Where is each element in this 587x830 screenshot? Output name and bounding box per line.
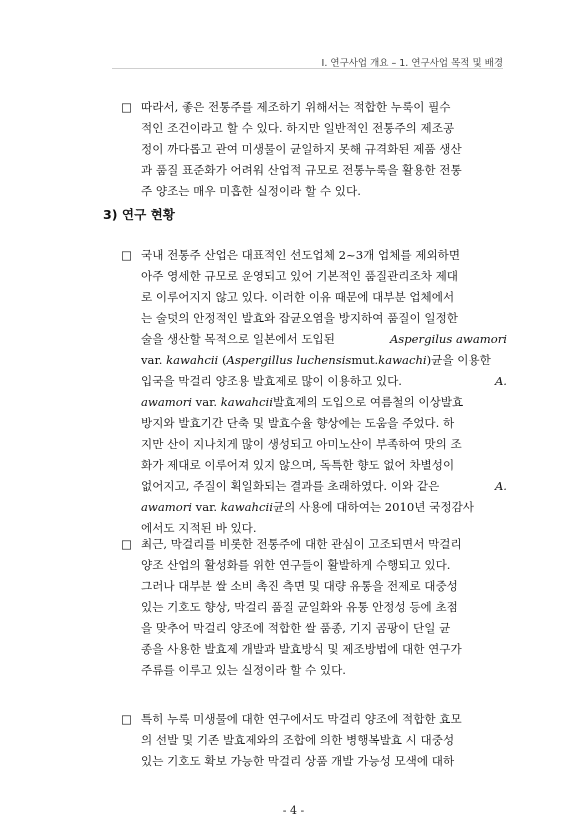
species-name: awamori [141, 395, 192, 409]
paragraph-line [121, 350, 507, 371]
line-text: var. [195, 500, 218, 514]
paragraph-line [121, 245, 507, 266]
line-text: 균의 사용에 대하여는 2010년 국정감사 [272, 500, 474, 514]
paragraph-line: 과 품질 표준화가 어려워 산업적 규모로 전통누룩을 활용한 전통 [141, 163, 462, 177]
species-name: Aspergilus awamori [389, 332, 507, 346]
line-text: 최근, 막걸리를 비롯한 전통주에 대한 관심이 고조되면서 막걸리 [141, 537, 462, 551]
paragraph-4 [121, 709, 507, 772]
paragraph-line: 을 맞추어 막걸리 양조에 적합한 쌀 품종, 기지 곰팡이 단일 균 [141, 621, 451, 635]
header-rule [112, 68, 503, 69]
line-text: 없어지고, 주질이 획일화되는 결과를 초래하였다. 이와 같은 [141, 479, 440, 493]
line-text: 따라서, 좋은 전통주를 제조하기 위해서는 적합한 누룩이 필수 [141, 100, 451, 114]
line-text: var. [195, 395, 218, 409]
bullet-square: □ [121, 537, 132, 551]
line-text: mut. [351, 353, 379, 367]
bullet-square: □ [121, 712, 132, 726]
paragraph-line: 아주 영세한 규모로 운영되고 있어 기본적인 품질관리조차 제대 [141, 269, 458, 283]
bullet-square: □ [121, 248, 132, 262]
species-name: awamori [141, 500, 192, 514]
line-text: ( [221, 353, 227, 367]
page-number: - 4 - [282, 804, 305, 817]
section-heading: 3) 연구 현황 [103, 207, 175, 222]
species-name: kawahcii [166, 353, 219, 367]
line-text: 국내 전통주 산업은 대표적인 선도업체 2~3개 업체를 제외하면 [141, 248, 461, 262]
paragraph-line [121, 534, 507, 555]
paragraph-2 [121, 245, 507, 539]
line-text: 술을 생산할 목적으로 일본에서 도입된 [141, 332, 335, 346]
bullet-square: □ [121, 100, 132, 114]
species-name: A. [494, 479, 507, 493]
paragraph-line [121, 371, 507, 392]
paragraph-1 [121, 97, 507, 202]
paragraph-line: 있는 기호도 확보 가능한 막걸리 상품 개발 가능성 모색에 대하 [141, 754, 455, 768]
paragraph-line: 정이 까다롭고 관여 미생물이 균일하지 못해 규격화된 제품 생산 [141, 142, 462, 156]
paragraph-line [121, 476, 507, 497]
paragraph-line: 적인 조건이라고 할 수 있다. 하지만 일반적인 전통주의 제조공 [141, 121, 455, 135]
line-text: var. [141, 353, 163, 367]
species-name: Aspergillus luchensis [226, 353, 352, 367]
line-text: 특히 누룩 미생물에 대한 연구에서도 막걸리 양조에 적합한 효모 [141, 712, 462, 726]
species-name: kawahcii [220, 395, 273, 409]
line-text: 입국을 막걸리 양조용 발효제로 많이 이용하고 있다. [141, 374, 402, 388]
paragraph-line [121, 497, 507, 518]
paragraph-line: 그러나 대부분 쌀 소비 촉진 측면 및 대량 유통을 전제로 대중성 [141, 579, 458, 593]
paragraph-line [121, 709, 507, 730]
paragraph-line: 양조 산업의 활성화를 위한 연구들이 활발하게 수행되고 있다. [141, 558, 451, 572]
paragraph-line: 주 양조는 매우 미흡한 실정이라 할 수 있다. [141, 184, 361, 198]
line-text: 발효제의 도입으로 여름철의 이상발효 [272, 395, 464, 409]
paragraph-line: 있는 기호도 향상, 막걸리 품질 균일화와 유통 안정성 등에 초점 [141, 600, 458, 614]
paragraph-3 [121, 534, 507, 681]
species-name: A. [494, 374, 507, 388]
paragraph-line: 지만 산이 지나치게 많이 생성되고 아미노산이 부족하여 맛의 조 [141, 437, 462, 451]
paragraph-line [121, 97, 507, 118]
paragraph-line: 화가 제대로 이루어져 있지 않으며, 독특한 향도 없어 차별성이 [141, 458, 455, 472]
paragraph-line: 주류를 이루고 있는 실정이라 할 수 있다. [141, 663, 346, 677]
paragraph-line: 는 술덧의 안정적인 발효와 잡균오염을 방지하여 품질이 일정한 [141, 311, 458, 325]
paragraph-line: 의 선발 및 기존 발효제와의 조합에 의한 병행복발효 시 대중성 [141, 733, 455, 747]
species-name: kawahcii [220, 500, 273, 514]
paragraph-line [121, 392, 507, 413]
species-name: kawachi [378, 353, 427, 367]
paragraph-line [121, 329, 507, 350]
paragraph-line: 종을 사용한 발효제 개발과 발효방식 및 제조방법에 대한 연구가 [141, 642, 462, 656]
line-text: )균을 이용한 [426, 353, 491, 367]
running-header: Ⅰ. 연구사업 개요 – 1. 연구사업 목적 및 배경 [321, 58, 503, 69]
paragraph-line: 방지와 발효기간 단축 및 발효수율 향상에는 도움을 주었다. 하 [141, 416, 455, 430]
paragraph-line: 에서도 지적된 바 있다. [141, 521, 257, 535]
paragraph-line: 로 이루어지지 않고 있다. 이러한 이유 때문에 대부분 업체에서 [141, 290, 455, 304]
